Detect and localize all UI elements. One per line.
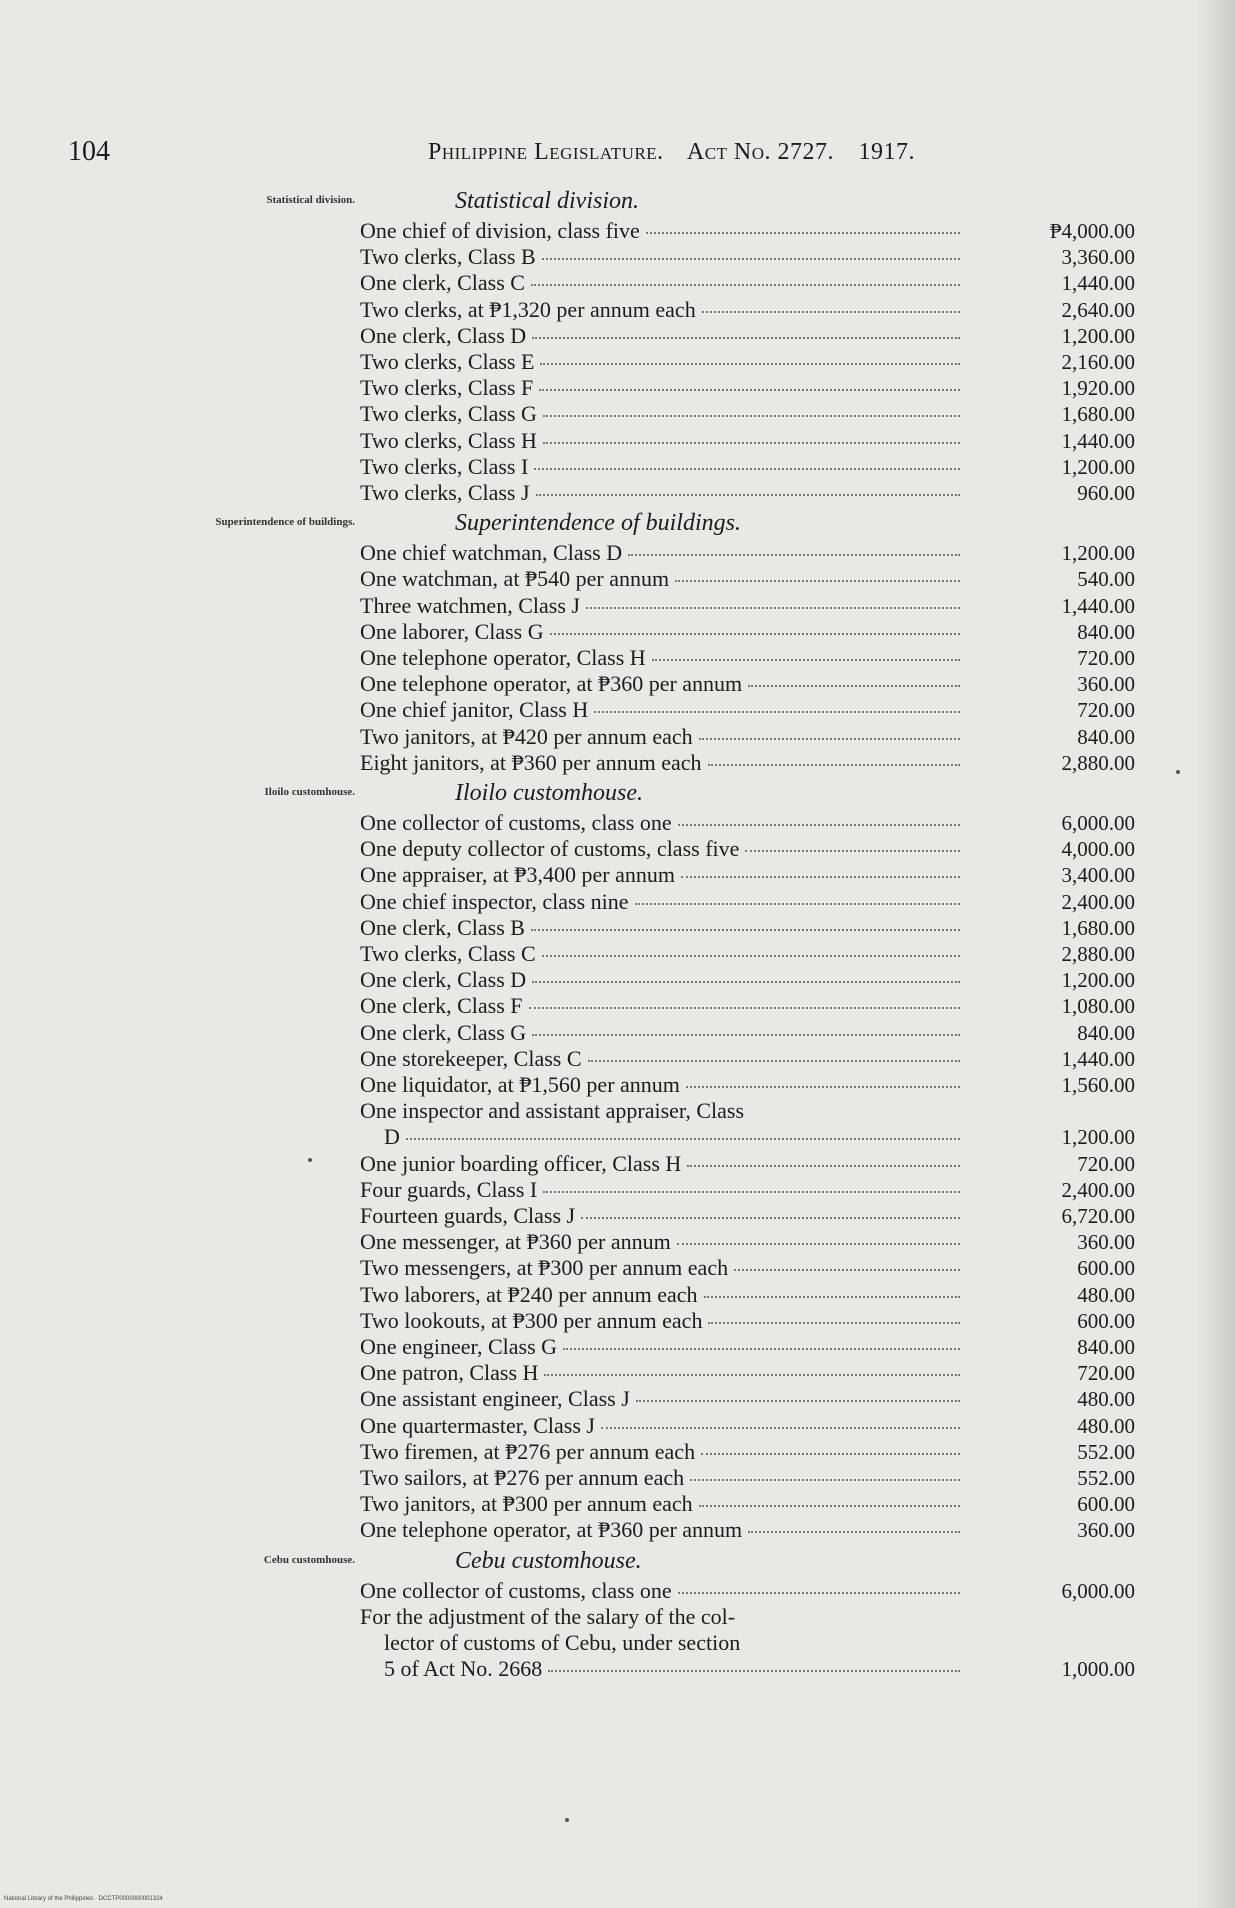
line-item-description: One engineer, Class G [360,1334,558,1359]
ink-speck [565,1818,569,1822]
line-item [360,270,1135,296]
line-item [360,1413,1135,1439]
line-item [360,1124,1135,1150]
line-item-description: Two clerks, Class I [360,453,529,479]
line-item-amount: ₱4,000.00 [1049,219,1135,243]
line-item-amount: 480.00 [1077,1387,1135,1412]
dot-leader [543,1191,960,1193]
line-item-description: One liquidator, at ₱1,560 per annum [360,1072,680,1097]
section-heading: Iloilo customhouse. [455,780,643,806]
margin-note: Cebu customhouse. [263,1553,355,1566]
dot-leader [681,876,960,878]
line-item-description: Fourteen guards, Class J [360,1203,576,1228]
dot-leader [532,981,960,983]
line-item-description: Two clerks, Class F [360,375,534,401]
line-item-description: One clerk, Class G [360,1019,527,1045]
dot-leader [543,442,960,444]
dot-leader [581,1217,960,1219]
line-item [360,323,1135,349]
ink-speck [1176,770,1180,774]
margin-note: Iloilo customhouse. [264,786,355,798]
dot-leader [687,1165,960,1167]
dot-leader [594,711,960,713]
line-item [360,941,1135,967]
running-head-year: 1917. [858,139,916,165]
dot-leader [678,1592,960,1594]
line-item [360,1656,1135,1682]
dot-leader [635,903,960,905]
line-item-amount: 600.00 [1077,1308,1135,1333]
line-item [360,1308,1135,1334]
dot-leader [542,258,960,260]
line-item-amount: 2,400.00 [1061,1177,1135,1202]
line-item-amount: 552.00 [1077,1439,1135,1464]
line-item-description: One quartermaster, Class J [360,1412,595,1438]
line-item-amount: 960.00 [1077,481,1135,505]
line-item [360,593,1135,619]
line-item-amount: 4,000.00 [1061,837,1135,862]
line-item [360,375,1135,401]
line-item-amount: 360.00 [1077,1518,1135,1543]
margin-note: Superintendence of buildings. [215,516,355,529]
line-item-description: One deputy collector of customs, class five [360,836,740,862]
line-item [360,671,1135,697]
line-item-description: One assistant engineer, Class J [360,1386,630,1412]
line-item-description: One clerk, Class C [360,270,525,296]
dot-leader [708,1322,960,1324]
line-item-amount: 3,360.00 [1061,245,1135,270]
line-item [360,645,1135,671]
dot-leader [534,468,960,470]
line-item [360,1072,1135,1098]
line-item-amount: 720.00 [1077,1361,1135,1386]
line-item-description: One telephone operator, Class H [360,645,646,670]
line-item-amount: 2,160.00 [1061,350,1135,374]
line-item-amount: 1,200.00 [1061,454,1135,479]
dot-leader [690,1479,960,1481]
line-item [360,1229,1135,1255]
line-item-description: One clerk, Class D [360,967,527,993]
line-item-amount: 552.00 [1077,1466,1135,1490]
margin-note: Statistical division. [266,194,355,206]
dot-leader [702,311,960,313]
line-item-amount: 840.00 [1077,724,1135,749]
line-item-description: Two clerks, Class C [360,941,536,966]
ink-speck [308,1158,312,1162]
line-item [360,1604,1135,1630]
line-item-amount: 1,560.00 [1061,1073,1135,1097]
dot-leader [550,633,960,635]
line-item-description: One chief of division, class five [360,218,640,243]
line-item [360,915,1135,941]
line-item-description: Two clerks, Class E [360,349,535,374]
line-item-description: One messenger, at ₱360 per annum [360,1229,671,1255]
dot-leader [544,1374,960,1376]
running-head-title: Philippine Legislature. [428,139,664,165]
line-item-amount: 1,080.00 [1061,994,1135,1019]
line-item-amount: 480.00 [1077,1413,1135,1438]
section-heading: Cebu customhouse. [455,1547,642,1574]
dot-leader [536,494,960,496]
dot-leader [529,1007,960,1009]
line-item-amount: 360.00 [1077,1230,1135,1255]
line-item-description: Two sailors, at ₱276 per annum each [360,1465,685,1490]
line-item [360,1517,1135,1543]
line-item-description: One collector of customs, class one [360,1577,672,1603]
running-head-act: Act No. 2727. [686,139,835,165]
dot-leader [748,1531,960,1533]
line-item-amount: 2,400.00 [1061,889,1135,914]
line-item-amount: 1,200.00 [1061,968,1135,993]
line-item [360,401,1135,427]
section-heading: Superintendence of buildings. [455,510,741,537]
line-item-description: Three watchmen, Class J [360,592,580,618]
line-item-amount: 1,920.00 [1061,376,1135,401]
line-item-description: 5 of Act No. 2668 [384,1656,543,1682]
section-heading: Statistical division. [455,188,639,214]
dot-leader [646,232,960,234]
line-item [360,566,1135,592]
line-item-description: Two clerks, Class H [360,427,537,453]
line-item-description: Two clerks, Class B [360,244,536,270]
line-item [360,1255,1135,1281]
dot-leader [748,685,960,687]
line-item-description: One chief inspector, class nine [360,888,629,914]
dot-leader [704,1296,960,1298]
line-item [360,428,1135,454]
line-item-description: Four guards, Class I [360,1176,538,1202]
line-item-amount: 360.00 [1077,672,1135,697]
line-item-description: D [384,1124,400,1150]
line-item-description: One inspector and assistant appraiser, Class [360,1098,745,1124]
line-item-description: One watchman, at ₱540 per annum [360,566,670,592]
line-item [360,724,1135,750]
line-item [360,889,1135,915]
line-item-amount: 1,200.00 [1061,541,1135,566]
line-item [360,810,1135,836]
dot-leader [734,1269,960,1271]
line-item [360,1465,1135,1491]
line-item-amount: 840.00 [1077,1020,1135,1045]
line-item-description: One telephone operator, at ₱360 per annum [360,1517,743,1543]
line-item-description: Two clerks, at ₱1,320 per annum each [360,296,696,322]
line-item [360,1098,1135,1124]
dot-leader [548,1670,960,1672]
line-item-description: One storekeeper, Class C [360,1045,582,1071]
line-item-amount: 1,680.00 [1061,402,1135,427]
line-item-description: One clerk, Class B [360,914,525,940]
dot-leader [677,1243,960,1245]
dot-leader [628,554,960,556]
line-item [360,619,1135,645]
line-item-amount: 6,720.00 [1061,1204,1135,1228]
dot-leader [539,389,960,391]
line-item [360,1439,1135,1465]
line-item [360,750,1135,776]
line-item [360,244,1135,270]
line-item [360,836,1135,862]
line-item-amount: 1,440.00 [1061,1046,1135,1071]
line-item-amount: 540.00 [1077,567,1135,592]
line-item-description: Two laborers, at ₱240 per annum each [360,1281,698,1307]
line-item-amount: 720.00 [1077,698,1135,723]
running-head [428,139,933,166]
dot-leader [699,1505,960,1507]
line-item-amount: 720.00 [1077,646,1135,670]
line-item-description: One junior boarding officer, Class H [360,1150,682,1176]
line-item [360,1020,1135,1046]
line-item [360,1630,1135,1656]
line-item-description: Two clerks, Class G [360,401,537,427]
line-item-amount: 720.00 [1077,1151,1135,1176]
line-item-amount: 2,640.00 [1061,297,1135,322]
line-item-amount: 1,440.00 [1061,271,1135,296]
dot-leader [563,1348,960,1350]
line-item-amount: 2,880.00 [1061,750,1135,775]
dot-leader [675,580,960,582]
line-item-description: One chief janitor, Class H [360,697,589,723]
page-number: 104 [68,136,110,167]
dot-leader [601,1427,960,1429]
line-item-description: One collector of customs, class one [360,810,672,835]
line-item [360,1578,1135,1604]
dot-leader [531,284,960,286]
line-item [360,454,1135,480]
dot-leader [532,337,960,339]
line-item [360,967,1135,993]
line-item [360,349,1135,375]
line-item-amount: 600.00 [1077,1492,1135,1517]
line-item-amount: 1,000.00 [1061,1657,1135,1682]
line-item [360,1282,1135,1308]
dot-leader [406,1138,960,1140]
page-edge-shadow [1195,0,1235,1908]
dot-leader [540,363,960,365]
line-item-amount: 840.00 [1077,619,1135,644]
line-item-description: One appraiser, at ₱3,400 per annum [360,862,675,888]
scan-credit: National Library of the Philippines · DCCTP0000000001324 [4,1896,163,1902]
line-item-description: For the adjustment of the salary of the col- [360,1603,736,1629]
line-item [360,862,1135,888]
dot-leader [701,1453,960,1455]
dot-leader [542,955,960,957]
line-item-amount: 480.00 [1077,1282,1135,1307]
dot-leader [588,1060,960,1062]
line-item [360,1491,1135,1517]
dot-leader [531,929,960,931]
line-item-amount: 1,200.00 [1061,1125,1135,1150]
line-item-amount: 6,000.00 [1061,1578,1135,1603]
line-item-description: One patron, Class H [360,1360,539,1386]
line-item [360,1360,1135,1386]
line-item-description: Two messengers, at ₱300 per annum each [360,1255,729,1281]
line-item [360,1203,1135,1229]
dot-leader [686,1086,960,1088]
line-item-amount: 600.00 [1077,1256,1135,1281]
line-item-amount: 2,880.00 [1061,942,1135,966]
line-item [360,1046,1135,1072]
line-item [360,1386,1135,1412]
line-item-amount: 1,440.00 [1061,593,1135,618]
line-item-description: One clerk, Class F [360,993,523,1019]
line-item-description: Two janitors, at ₱300 per annum each [360,1491,693,1517]
dot-leader [543,415,960,417]
line-item-description: Two firemen, at ₱276 per annum each [360,1438,696,1464]
line-item-amount: 1,200.00 [1061,323,1135,348]
line-item-amount: 1,680.00 [1061,915,1135,940]
line-item-description: Eight janitors, at ₱360 per annum each [360,749,702,775]
line-item-description: One laborer, Class G [360,618,544,644]
line-item [360,1177,1135,1203]
line-item [360,1151,1135,1177]
line-item-description: Two clerks, Class J [360,480,530,505]
line-item-description: One telephone operator, at ₱360 per annum [360,671,743,697]
dot-leader [586,607,960,609]
dot-leader [745,850,960,852]
line-item-amount: 1,440.00 [1061,428,1135,453]
dot-leader [532,1034,960,1036]
dot-leader [636,1400,960,1402]
line-item [360,218,1135,244]
line-item [360,480,1135,506]
line-item-description: Two lookouts, at ₱300 per annum each [360,1307,703,1333]
dot-leader [699,738,960,740]
line-item-amount: 840.00 [1077,1335,1135,1359]
line-item [360,697,1135,723]
line-item-amount: 3,400.00 [1061,863,1135,888]
line-item [360,1334,1135,1360]
line-item-description: lector of customs of Cebu, under section [384,1630,741,1655]
line-item-amount: 6,000.00 [1061,811,1135,835]
line-item [360,297,1135,323]
line-item [360,993,1135,1019]
dot-leader [678,824,960,826]
dot-leader [708,764,960,766]
line-item-description: Two janitors, at ₱420 per annum each [360,723,693,749]
line-item-description: One chief watchman, Class D [360,540,623,566]
dot-leader [652,659,960,661]
line-item [360,540,1135,566]
line-item-description: One clerk, Class D [360,322,527,348]
